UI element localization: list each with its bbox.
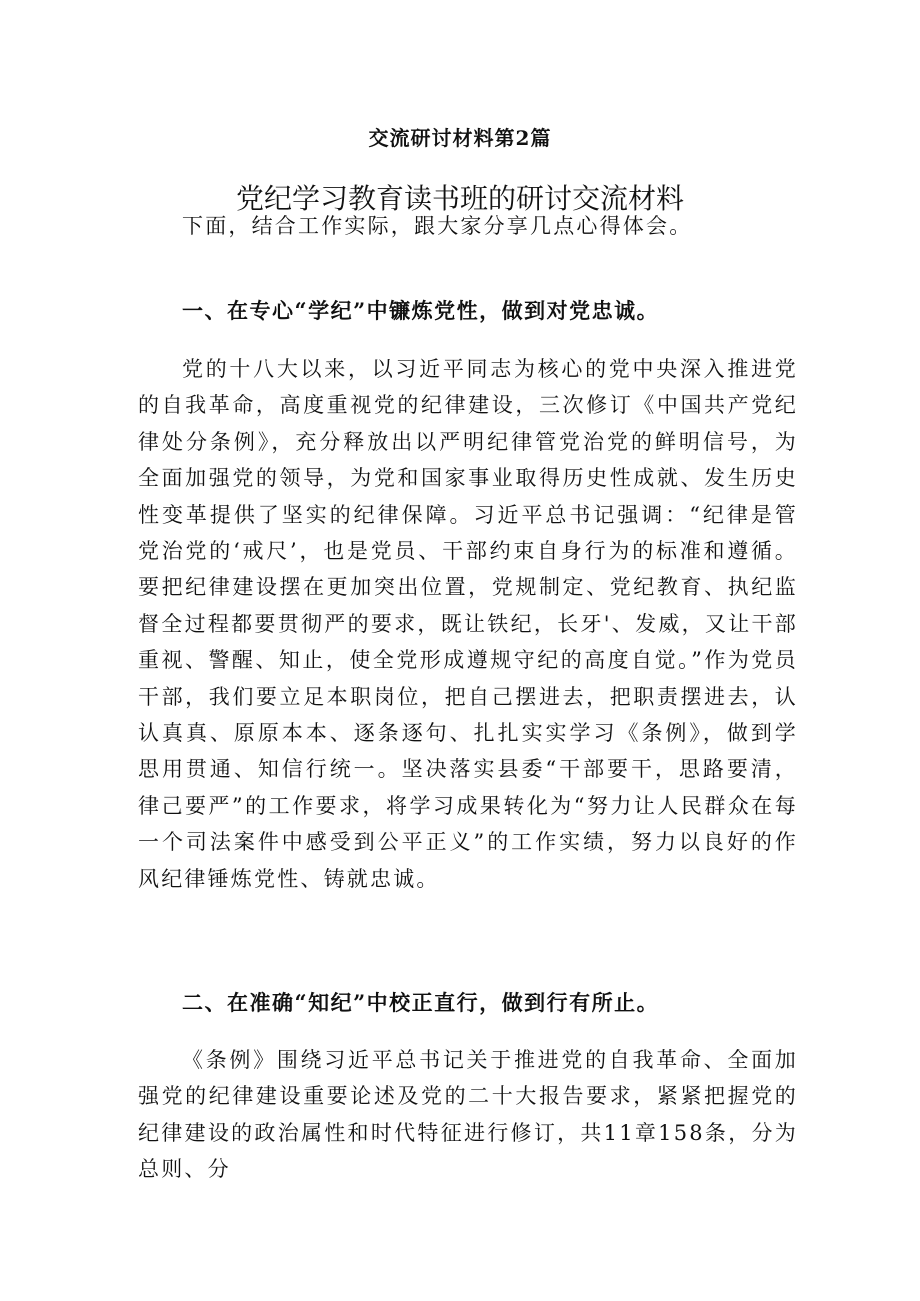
section-1-paragraph: 党的十八大以来，以习近平同志为核心的党中央深入推进党的自我革命，高度重视党的纪律建设，三次修订《中国共产党纪律处分条例》，充分释放出以严明纪律管党治党的鲜明信号，为全面加强党的领导，为党和国家事业取得历史性成就、发生历史性变革提供了坚实的纪律保障。习近平总书记强调：“纪律是管党治党的‘戒尺’，也是党员、干部约束自身行为的标准和遵循。要把纪律建设摆在更加突出位置，党规制定、党纪教育、执纪监督全过程都要贯彻严的要求，既让铁纪，长牙'、发威，又让干部重视、警醒、知止，使全党形成遵规守纪的高度自觉。”作为党员干部，我们要立足本职岗位，把自己摆进去，把职责摆进去，认认真真、原原本本、逐条逐句、扎扎实实学习《条例》，做到学思用贯通、知信行统一。坚决落实县委“干部要干，思路要清，律己要严”的工作要求，将学习成果转化为“努力让人民群众在每一个司法案件中感受到公平正义”的工作实绩，努力以良好的作风纪律锤炼党性、铸就忠诚。 (138, 357, 798, 891)
document-title: 党纪学习教育读书班的研讨交流材料 (235, 182, 684, 215)
section-2-heading: 二、在准确“知纪”中校正直行，做到行有所止。 (182, 990, 660, 1015)
document-label: 交流研讨材料第2篇 (368, 126, 552, 150)
intro-paragraph: 下面，结合工作实际，跟大家分享几点心得体会。 (182, 214, 693, 238)
section-1-heading: 一、在专心“学纪”中镰炼党性，做到对党忠诚。 (182, 298, 660, 323)
section-2-paragraph: 《条例》围绕习近平总书记关于推进党的自我革命、全面加强党的纪律建设重要论述及党的二十大报告要求，紧紧把握党的纪律建设的政治属性和时代特征进行修订，共11章158条，分为总则、分 (138, 1048, 798, 1182)
